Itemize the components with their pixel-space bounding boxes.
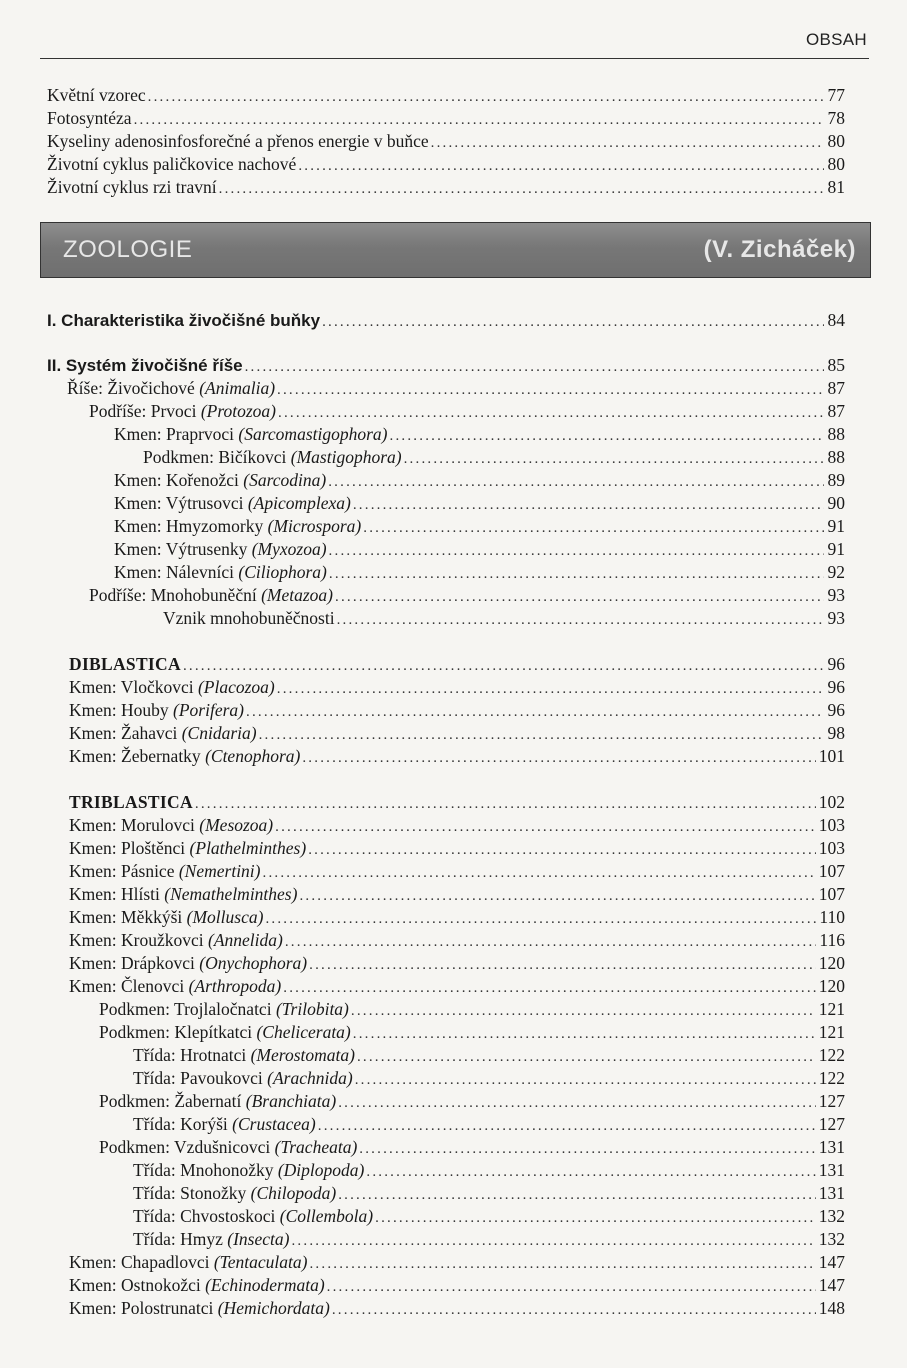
toc-entry-page: 91 bbox=[827, 539, 845, 559]
toc-entry-latin: (Mollusca) bbox=[186, 907, 264, 927]
toc-entry-label: Kmen: Drápkovci bbox=[69, 953, 195, 973]
toc-entry-latin: (Arachnida) bbox=[267, 1068, 353, 1088]
toc-entry-latin: (Echinodermata) bbox=[205, 1275, 325, 1295]
toc-entry-label: Podkmen: Žabernatí bbox=[99, 1091, 242, 1111]
dot-leader bbox=[134, 109, 824, 131]
toc-entry-latin: (Sarcomastigophora) bbox=[238, 424, 388, 444]
toc-entry-latin: (Mastigophora) bbox=[290, 447, 402, 467]
toc-entry[interactable] bbox=[67, 377, 845, 399]
toc-entry[interactable] bbox=[69, 676, 845, 698]
toc-entry-latin: (Porifera) bbox=[173, 700, 244, 720]
toc-entry-page: 107 bbox=[818, 861, 845, 881]
toc-entry-latin: (Merostomata) bbox=[250, 1045, 355, 1065]
dot-leader bbox=[322, 311, 824, 333]
toc-entry-title bbox=[47, 153, 296, 175]
toc-entry-label: Podkmen: Trojlaločnatci bbox=[99, 999, 272, 1019]
toc-entry[interactable] bbox=[114, 492, 845, 514]
toc-entry-page: 88 bbox=[827, 447, 845, 467]
toc-entry-title bbox=[89, 584, 333, 606]
toc-entry-latin: (Ctenophora) bbox=[205, 746, 301, 766]
dot-leader bbox=[332, 1299, 816, 1321]
toc-entry-latin: (Protozoa) bbox=[200, 401, 276, 421]
toc-entry-title bbox=[69, 653, 181, 675]
dot-leader bbox=[359, 1138, 815, 1160]
toc-entry-label: Podříše: Prvoci bbox=[89, 401, 197, 421]
toc-entry[interactable] bbox=[47, 354, 845, 376]
dot-leader bbox=[277, 678, 824, 700]
toc-entry-latin: (Plathelminthes) bbox=[189, 838, 307, 858]
toc-entry-title bbox=[114, 469, 326, 491]
toc-entry-page: 88 bbox=[827, 424, 845, 444]
toc-entry[interactable] bbox=[114, 423, 845, 445]
toc-entry-latin: (Tentaculata) bbox=[213, 1252, 308, 1272]
toc-entry[interactable] bbox=[114, 469, 845, 491]
toc-entry-page: 96 bbox=[827, 677, 845, 697]
toc-entry-label: Třída: Korýši bbox=[133, 1114, 228, 1134]
toc-entry-label: Kmen: Ploštěnci bbox=[69, 838, 186, 858]
toc-entry-page: 110 bbox=[819, 907, 845, 927]
toc-entry-label: II. Systém živočišné říše bbox=[47, 356, 243, 375]
toc-entry-latin: (Microspora) bbox=[267, 516, 362, 536]
toc-entry-title bbox=[89, 400, 276, 422]
toc-entry-page: 87 bbox=[827, 378, 845, 398]
toc-entry-page: 89 bbox=[827, 470, 845, 490]
toc-entry-title bbox=[99, 1136, 357, 1158]
toc-entry[interactable] bbox=[99, 1090, 845, 1112]
toc-entry-title bbox=[133, 1044, 355, 1066]
toc-entry-latin: (Nemathelminthes) bbox=[164, 884, 298, 904]
toc-entry[interactable] bbox=[69, 1251, 845, 1273]
dot-leader bbox=[183, 655, 824, 677]
toc-entry-page: 147 bbox=[818, 1275, 845, 1295]
toc-entry-label: Kmen: Polostrunatci bbox=[69, 1298, 214, 1318]
toc-entry[interactable] bbox=[69, 883, 845, 905]
toc-entry-latin: (Chilopoda) bbox=[250, 1183, 337, 1203]
toc-entry[interactable] bbox=[99, 1136, 845, 1158]
toc-entry-label: Třída: Pavoukovci bbox=[133, 1068, 263, 1088]
toc-entry-latin: (Crustacea) bbox=[232, 1114, 316, 1134]
toc-entry-latin: (Tracheata) bbox=[274, 1137, 358, 1157]
toc-entry-label: Kmen: Ostnokožci bbox=[69, 1275, 201, 1295]
toc-entry-title bbox=[133, 1228, 289, 1250]
toc-entry-label: Podkmen: Bičíkovci bbox=[143, 447, 287, 467]
toc-entry-latin: (Branchiata) bbox=[245, 1091, 337, 1111]
toc-entry-page: 116 bbox=[819, 930, 845, 950]
toc-entry-latin: (Trilobita) bbox=[275, 999, 349, 1019]
toc-entry[interactable] bbox=[47, 176, 845, 198]
toc-entry-label: Třída: Chvostoskoci bbox=[133, 1206, 276, 1226]
toc-entry[interactable] bbox=[69, 975, 845, 997]
toc-entry[interactable] bbox=[69, 791, 845, 813]
dot-leader bbox=[327, 1276, 816, 1298]
toc-entry-page: 121 bbox=[818, 1022, 845, 1042]
toc-entry-page: 81 bbox=[827, 177, 845, 197]
toc-entry-title bbox=[114, 538, 327, 560]
toc-entry-label: Kmen: Výtrusenky bbox=[114, 539, 248, 559]
dot-leader bbox=[245, 356, 824, 378]
toc-entry-label: Kmen: Měkkýši bbox=[69, 907, 183, 927]
toc-entry-title bbox=[99, 1090, 336, 1112]
toc-entry-latin: (Diplopoda) bbox=[277, 1160, 365, 1180]
dot-leader bbox=[299, 885, 815, 907]
toc-entry-page: 131 bbox=[818, 1137, 845, 1157]
dot-leader bbox=[265, 908, 816, 930]
toc-entry-title bbox=[69, 1274, 325, 1296]
chapter-title: ZOOLOGIE bbox=[63, 236, 193, 263]
toc-entry-label: Kmen: Vločkovci bbox=[69, 677, 194, 697]
toc-entry-page: 87 bbox=[827, 401, 845, 421]
toc-entry[interactable] bbox=[69, 1297, 845, 1319]
toc-entry-label: Kmen: Pásnice bbox=[69, 861, 175, 881]
toc-entry[interactable] bbox=[47, 153, 845, 175]
toc-entry[interactable] bbox=[133, 1113, 845, 1135]
toc-entry-label: I. Charakteristika živočišné buňky bbox=[47, 311, 321, 330]
toc-entry-title bbox=[47, 176, 217, 198]
dot-leader bbox=[337, 609, 824, 631]
toc-entry-page: 127 bbox=[818, 1091, 845, 1111]
dot-leader bbox=[309, 954, 816, 976]
toc-entry-title bbox=[69, 906, 263, 928]
toc-entry-latin: (Ciliophora) bbox=[238, 562, 327, 582]
toc-entry[interactable] bbox=[69, 814, 845, 836]
header-rule bbox=[40, 58, 869, 59]
toc-entry-page: 122 bbox=[818, 1045, 845, 1065]
toc-entry-label: Kmen: Výtrusovci bbox=[114, 493, 244, 513]
toc-entry-latin: (Apicomplexa) bbox=[247, 493, 351, 513]
toc-entry-label: Podkmen: Klepítkatci bbox=[99, 1022, 253, 1042]
toc-entry[interactable] bbox=[89, 584, 845, 606]
toc-entry-label: Třída: Hrotnatci bbox=[133, 1045, 247, 1065]
toc-entry-page: 107 bbox=[818, 884, 845, 904]
toc-entry-latin: (Onychophora) bbox=[199, 953, 308, 973]
toc-entry-page: 98 bbox=[827, 723, 845, 743]
toc-entry-label: Kmen: Žahavci bbox=[69, 723, 178, 743]
dot-leader bbox=[302, 747, 815, 769]
dot-leader bbox=[357, 1046, 816, 1068]
toc-entry-page: 77 bbox=[827, 85, 845, 105]
dot-leader bbox=[277, 379, 824, 401]
toc-entry-title bbox=[69, 883, 297, 905]
toc-entry[interactable] bbox=[114, 538, 845, 560]
toc-entry-label: Kmen: Nálevníci bbox=[114, 562, 235, 582]
toc-entry-title bbox=[69, 975, 281, 997]
toc-entry-latin: (Collembola) bbox=[279, 1206, 374, 1226]
toc-entry-label: Podkmen: Vzdušnicovci bbox=[99, 1137, 271, 1157]
toc-entry[interactable] bbox=[99, 1021, 845, 1043]
toc-entry-label: Třída: Hmyz bbox=[133, 1229, 223, 1249]
toc-entry-page: 148 bbox=[818, 1298, 845, 1318]
dot-leader bbox=[246, 701, 824, 723]
toc-entry-latin: (Hemichordata) bbox=[217, 1298, 330, 1318]
toc-entry-title bbox=[47, 130, 429, 152]
dot-leader bbox=[283, 977, 816, 999]
section-header: OBSAH bbox=[805, 30, 867, 49]
toc-entry-page: 120 bbox=[818, 976, 845, 996]
toc-entry[interactable] bbox=[69, 1274, 845, 1296]
toc-entry[interactable] bbox=[99, 998, 845, 1020]
toc-entry-title bbox=[47, 310, 320, 332]
toc-entry-latin: (Cnidaria) bbox=[181, 723, 257, 743]
toc-entry-latin: (Myxozoa) bbox=[251, 539, 327, 559]
toc-entry-title bbox=[69, 676, 275, 698]
toc-entry-page: 121 bbox=[818, 999, 845, 1019]
toc-entry-latin: (Mesozoa) bbox=[199, 815, 274, 835]
toc-entry-latin: (Nemertini) bbox=[178, 861, 261, 881]
dot-leader bbox=[338, 1092, 816, 1114]
toc-entry-title bbox=[133, 1205, 373, 1227]
toc-entry-label: Třída: Mnohonožky bbox=[133, 1160, 274, 1180]
toc-entry-title bbox=[69, 1251, 307, 1273]
toc-entry-label: Podříše: Mnohobuněční bbox=[89, 585, 257, 605]
dot-leader bbox=[375, 1207, 816, 1229]
toc-entry-title bbox=[69, 722, 257, 744]
toc-entry-page: 127 bbox=[818, 1114, 845, 1134]
toc-entry-label: Vznik mnohobuněčnosti bbox=[163, 608, 335, 628]
toc-entry-title bbox=[99, 1021, 351, 1043]
toc-entry[interactable] bbox=[69, 929, 845, 951]
toc-entry[interactable] bbox=[114, 515, 845, 537]
toc-entry-title bbox=[47, 355, 243, 377]
toc-entry-latin: (Animalia) bbox=[199, 378, 276, 398]
toc-entry-label: Kmen: Žebernatky bbox=[69, 746, 201, 766]
dot-leader bbox=[338, 1184, 816, 1206]
toc-entry-title bbox=[133, 1067, 353, 1089]
toc-entry[interactable] bbox=[47, 309, 845, 331]
toc-entry[interactable] bbox=[69, 745, 845, 767]
toc-entry-page: 78 bbox=[827, 108, 845, 128]
toc-entry-page: 102 bbox=[818, 792, 845, 812]
toc-entry-title bbox=[114, 515, 361, 537]
toc-entry-page: 132 bbox=[818, 1206, 845, 1226]
toc-entry[interactable] bbox=[163, 607, 845, 629]
toc-entry-title bbox=[69, 929, 283, 951]
toc-entry-title bbox=[69, 952, 307, 974]
chapter-banner bbox=[40, 222, 871, 278]
toc-entry-label: Kmen: Houby bbox=[69, 700, 169, 720]
toc-entry[interactable] bbox=[69, 906, 845, 928]
toc-entry-page: 93 bbox=[827, 585, 845, 605]
dot-leader bbox=[353, 494, 824, 516]
toc-entry-title bbox=[163, 607, 335, 629]
toc-entry-page: 96 bbox=[827, 654, 845, 674]
toc-entry-title bbox=[114, 423, 388, 445]
dot-leader bbox=[309, 1253, 815, 1275]
dot-leader bbox=[390, 425, 825, 447]
toc-entry-title bbox=[69, 745, 300, 767]
toc-entry-page: 80 bbox=[827, 154, 845, 174]
dot-leader bbox=[366, 1161, 815, 1183]
dot-leader bbox=[363, 517, 824, 539]
toc-entry[interactable] bbox=[69, 860, 845, 882]
dot-leader bbox=[351, 1000, 816, 1022]
toc-entry-title bbox=[114, 492, 351, 514]
toc-entry-title bbox=[114, 561, 327, 583]
dot-leader bbox=[148, 86, 824, 108]
dot-leader bbox=[195, 793, 816, 815]
toc-entry-page: 92 bbox=[827, 562, 845, 582]
toc-entry[interactable] bbox=[133, 1228, 845, 1250]
dot-leader bbox=[329, 563, 824, 585]
toc-entry-page: 85 bbox=[827, 355, 845, 375]
toc-entry[interactable] bbox=[133, 1044, 845, 1066]
toc-entry-label: Kmen: Hmyzomorky bbox=[114, 516, 264, 536]
toc-entry-label: Kmen: Kořenožci bbox=[114, 470, 239, 490]
toc-entry-title bbox=[99, 998, 349, 1020]
toc-entry[interactable] bbox=[133, 1067, 845, 1089]
toc-entry-latin: (Chelicerata) bbox=[256, 1022, 351, 1042]
dot-leader bbox=[335, 586, 824, 608]
toc-entry-page: 147 bbox=[818, 1252, 845, 1272]
toc-entry-label: Životní cyklus paličkovice nachové bbox=[47, 154, 297, 174]
toc-entry-title bbox=[47, 107, 132, 129]
toc-entry-page: 103 bbox=[818, 838, 845, 858]
toc-entry[interactable] bbox=[69, 952, 845, 974]
dot-leader bbox=[318, 1115, 816, 1137]
toc-entry-title bbox=[133, 1113, 316, 1135]
toc-entry-title bbox=[133, 1182, 336, 1204]
dot-leader bbox=[404, 448, 824, 470]
toc-entry-latin: (Annelida) bbox=[208, 930, 283, 950]
toc-entry[interactable] bbox=[114, 561, 845, 583]
toc-entry-title bbox=[69, 860, 261, 882]
toc-entry[interactable] bbox=[47, 130, 845, 152]
toc-entry[interactable] bbox=[133, 1205, 845, 1227]
toc-entry-title bbox=[143, 446, 402, 468]
toc-entry-label: Kyseliny adenosinfosforečné a přenos energie v buňce bbox=[47, 131, 429, 151]
toc-entry-page: 131 bbox=[818, 1183, 845, 1203]
toc-entry-latin: (Sarcodina) bbox=[243, 470, 327, 490]
toc-entry[interactable] bbox=[69, 837, 845, 859]
toc-entry-title bbox=[133, 1159, 364, 1181]
dot-leader bbox=[355, 1069, 816, 1091]
dot-leader bbox=[328, 471, 824, 493]
dot-leader bbox=[263, 862, 816, 884]
toc-entry[interactable] bbox=[89, 400, 845, 422]
toc-entry[interactable] bbox=[143, 446, 845, 468]
dot-leader bbox=[431, 132, 824, 154]
toc-entry[interactable] bbox=[133, 1159, 845, 1181]
toc-entry-page: 90 bbox=[827, 493, 845, 513]
toc-entry-label: Fotosyntéza bbox=[47, 108, 132, 128]
toc-entry[interactable] bbox=[47, 84, 845, 106]
dot-leader bbox=[278, 402, 824, 424]
toc-entry-title bbox=[69, 837, 306, 859]
toc-entry-page: 103 bbox=[818, 815, 845, 835]
dot-leader bbox=[259, 724, 824, 746]
toc-entry[interactable] bbox=[133, 1182, 845, 1204]
dot-leader bbox=[291, 1230, 815, 1252]
toc-entry-title bbox=[69, 814, 273, 836]
toc-entry-label: Kmen: Kroužkovci bbox=[69, 930, 204, 950]
toc-entry-page: 120 bbox=[818, 953, 845, 973]
toc-entry-label: DIBLASTICA bbox=[69, 654, 181, 674]
dot-leader bbox=[285, 931, 817, 953]
dot-leader bbox=[298, 155, 824, 177]
toc-entry-title bbox=[67, 377, 275, 399]
toc-entry[interactable] bbox=[69, 699, 845, 721]
toc-entry-latin: (Placozoa) bbox=[197, 677, 275, 697]
toc-entry-label: Říše: Živočichové bbox=[67, 378, 195, 398]
dot-leader bbox=[219, 178, 824, 200]
toc-entry-label: Kmen: Morulovci bbox=[69, 815, 195, 835]
toc-entry-latin: (Metazoa) bbox=[261, 585, 334, 605]
toc-entry-page: 91 bbox=[827, 516, 845, 536]
dot-leader bbox=[275, 816, 816, 838]
toc-entry[interactable] bbox=[69, 722, 845, 744]
toc-entry-latin: (Insecta) bbox=[227, 1229, 290, 1249]
toc-entry-label: TRIBLASTICA bbox=[69, 792, 193, 812]
toc-entry-page: 131 bbox=[818, 1160, 845, 1180]
toc-entry-page: 80 bbox=[827, 131, 845, 151]
toc-entry-page: 84 bbox=[827, 310, 845, 330]
toc-entry-page: 101 bbox=[818, 746, 845, 766]
toc-entry-title bbox=[69, 699, 244, 721]
chapter-author: (V. Zicháček) bbox=[703, 236, 856, 263]
toc-entry-title bbox=[69, 791, 193, 813]
toc-entry-latin: (Arthropoda) bbox=[188, 976, 282, 996]
toc-entry[interactable] bbox=[69, 653, 845, 675]
toc-entry-label: Kmen: Chapadlovci bbox=[69, 1252, 210, 1272]
toc-entry-title bbox=[47, 84, 146, 106]
toc-entry-label: Kmen: Praprvoci bbox=[114, 424, 235, 444]
toc-entry-label: Třída: Stonožky bbox=[133, 1183, 247, 1203]
dot-leader bbox=[329, 540, 824, 562]
toc-entry[interactable] bbox=[47, 107, 845, 129]
toc-entry-page: 93 bbox=[827, 608, 845, 628]
dot-leader bbox=[308, 839, 816, 861]
toc-entry-title bbox=[69, 1297, 330, 1319]
dot-leader bbox=[353, 1023, 816, 1045]
toc-entry-label: Kmen: Členovci bbox=[69, 976, 185, 996]
toc-entry-label: Květní vzorec bbox=[47, 85, 146, 105]
toc-entry-label: Životní cyklus rzi travní bbox=[47, 177, 217, 197]
toc-entry-label: Kmen: Hlísti bbox=[69, 884, 160, 904]
toc-entry-page: 122 bbox=[818, 1068, 845, 1088]
toc-entry-page: 96 bbox=[827, 700, 845, 720]
toc-entry-page: 132 bbox=[818, 1229, 845, 1249]
